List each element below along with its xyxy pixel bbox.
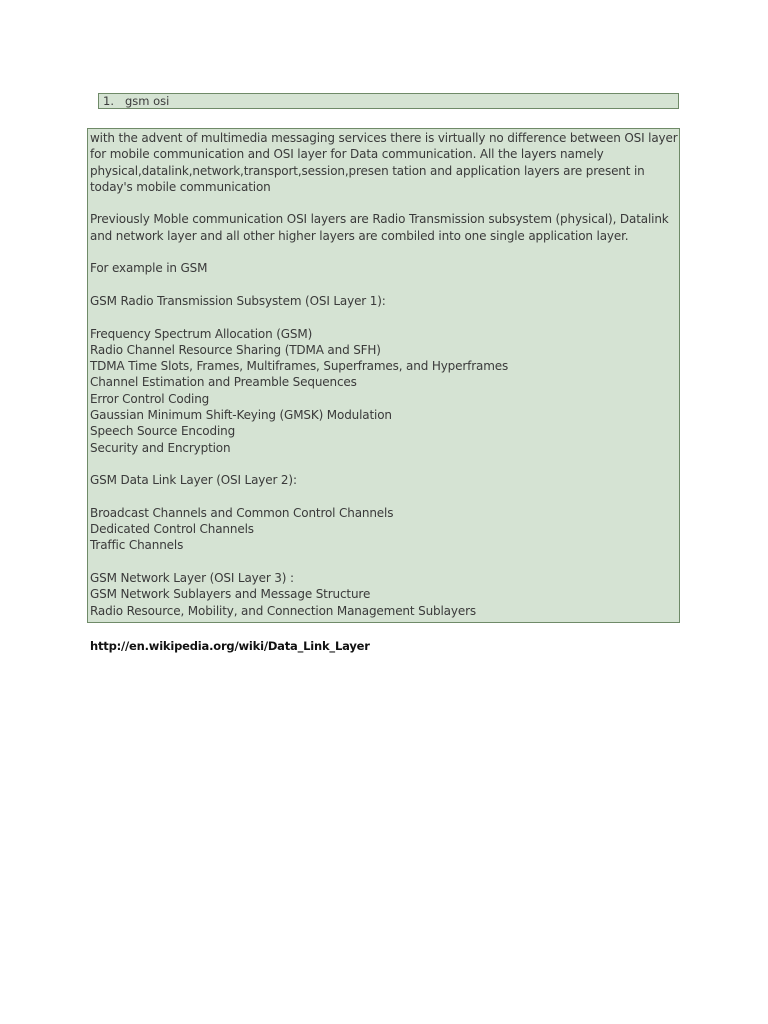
list-item: Frequency Spectrum Allocation (GSM): [90, 326, 313, 341]
blank-line: [90, 277, 676, 293]
list-item: Dedicated Control Channels: [90, 522, 254, 537]
heading-text: gsm osi: [125, 94, 170, 108]
blank-line: [90, 456, 676, 472]
text-line: physical,datalink,network,transport,session,presen tation and application layers are present in: [90, 163, 645, 178]
blank-line: [90, 309, 676, 325]
list-item: Channel Estimation and Preamble Sequences: [90, 375, 357, 390]
text-line: with the advent of multimedia messaging services there is virtually no difference between OSI layer: [90, 131, 678, 145]
list-item: Radio Channel Resource Sharing (TDMA and SFH): [90, 342, 381, 357]
blank-line: [90, 195, 676, 211]
content-box: [87, 128, 680, 623]
text-line: Previously Moble communication OSI layers are Radio Transmission subsystem (physical), Datalink: [90, 212, 669, 227]
list-item: Broadcast Channels and Common Control Channels: [90, 505, 394, 520]
text-line: today's mobile communication: [90, 179, 271, 194]
list-item: TDMA Time Slots, Frames, Multiframes, Superframes, and Hyperframes: [90, 359, 509, 374]
list-item: Radio Resource, Mobility, and Connection Management Sublayers: [90, 603, 476, 618]
list-number: 1.: [103, 94, 114, 108]
section-heading: GSM Radio Transmission Subsystem (OSI Layer 1):: [90, 293, 386, 308]
list-heading: [98, 93, 679, 109]
section-heading: GSM Data Link Layer (OSI Layer 2):: [90, 473, 297, 488]
list-item: Security and Encryption: [90, 440, 231, 455]
text-line: for mobile communication and OSI layer for Data communication. All the layers namely: [90, 147, 604, 162]
wikipedia-link[interactable]: http://en.wikipedia.org/wiki/Data_Link_Layer: [90, 639, 370, 653]
list-item: Speech Source Encoding: [90, 424, 236, 439]
blank-line: [90, 244, 676, 260]
blank-line: [90, 554, 676, 570]
list-item: Error Control Coding: [90, 391, 210, 406]
section-heading: GSM Network Layer (OSI Layer 3) :: [90, 571, 294, 586]
blank-line: [90, 489, 676, 505]
list-item: Traffic Channels: [90, 538, 184, 553]
text-line: For example in GSM: [90, 261, 208, 276]
list-item: GSM Network Sublayers and Message Structure: [90, 587, 371, 602]
list-item: Gaussian Minimum Shift-Keying (GMSK) Modulation: [90, 408, 392, 423]
text-line: and network layer and all other higher layers are combiled into one single application layer.: [90, 228, 629, 243]
